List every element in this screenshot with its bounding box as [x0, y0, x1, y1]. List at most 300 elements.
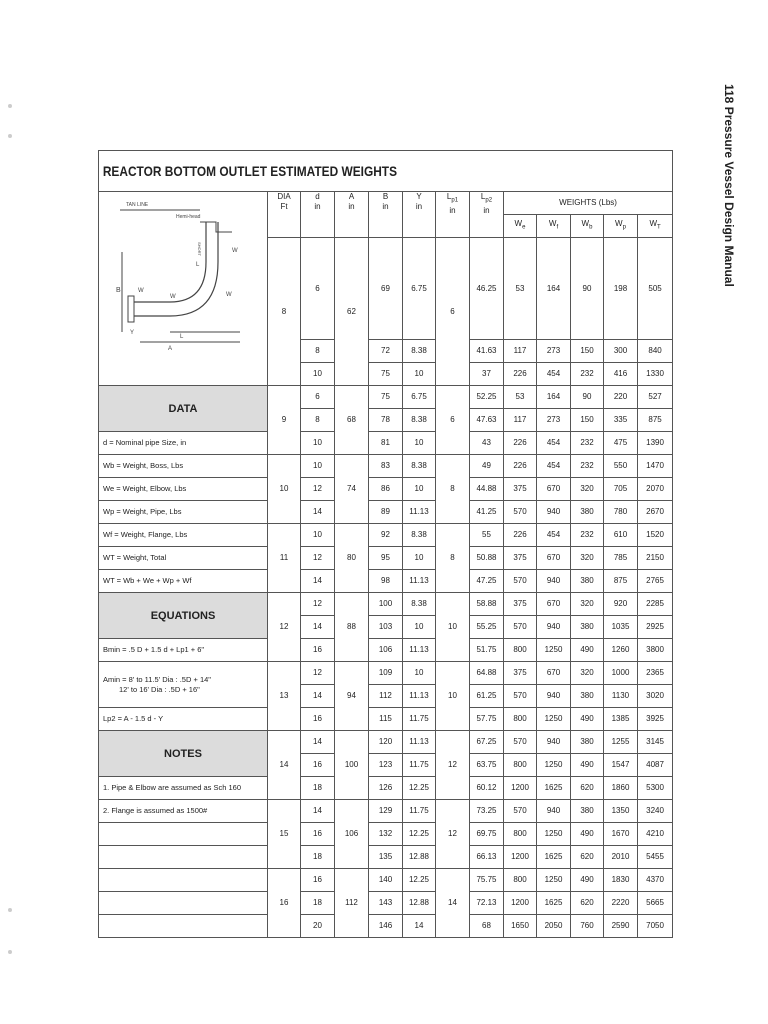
cell-y: 8.38: [403, 524, 436, 547]
table-row: [99, 800, 673, 823]
cell-lp2: 43: [470, 432, 504, 455]
cell-we: 226: [504, 524, 537, 547]
header-wb: $W_b$: [571, 215, 604, 238]
cell-b: 92: [369, 524, 403, 547]
table-row: [99, 823, 673, 846]
outlet-diagram: [99, 192, 268, 386]
header-b: B in: [369, 192, 403, 238]
cell-wt: 5300: [638, 777, 673, 800]
cell-wb: 320: [571, 593, 604, 616]
cell-d: 18: [301, 846, 335, 869]
cell-wt: 2150: [638, 547, 673, 570]
cell-lp1: 8: [436, 455, 470, 524]
cell-lp1: 12: [436, 800, 470, 869]
cell-wt: 3020: [638, 685, 673, 708]
cell-we: 570: [504, 570, 537, 593]
cell-wb: 380: [571, 616, 604, 639]
cell-b: 75: [369, 363, 403, 386]
cell-b: 112: [369, 685, 403, 708]
cell-d: 18: [301, 892, 335, 915]
cell-wf: 1250: [537, 754, 571, 777]
cell-d: 16: [301, 823, 335, 846]
cell-wp: 300: [604, 340, 638, 363]
cell-we: 570: [504, 731, 537, 754]
table-row: [99, 593, 673, 616]
table-row: [99, 777, 673, 800]
cell-wt: 527: [638, 386, 673, 409]
cell-wf: 273: [537, 340, 571, 363]
cell-b: 106: [369, 639, 403, 662]
hemi-head-label: Hemi-head: [176, 214, 201, 220]
header-d: d in: [301, 192, 335, 238]
cell-wp: 1035: [604, 616, 638, 639]
weights-table: [98, 150, 673, 938]
cell-lp2: 46.25: [470, 238, 504, 340]
cell-a: 106: [335, 800, 369, 869]
cell-wt: 3800: [638, 639, 673, 662]
table-row: [99, 547, 673, 570]
cell-a: 94: [335, 662, 369, 731]
short-label: SHORT: [197, 242, 202, 256]
cell-d: 12: [301, 547, 335, 570]
cell-d: 14: [301, 570, 335, 593]
cell-b: 146: [369, 915, 403, 938]
cell-wf: 1250: [537, 869, 571, 892]
cell-b: 95: [369, 547, 403, 570]
tan-line-label: TAN LINE: [126, 202, 149, 208]
cell-lp2: 72.13: [470, 892, 504, 915]
cell-wf: 1250: [537, 708, 571, 731]
wb-label: W: [232, 248, 238, 254]
cell-wp: 1860: [604, 777, 638, 800]
cell-lp1: 6: [436, 386, 470, 455]
blank-cell: [99, 869, 268, 892]
cell-we: 375: [504, 478, 537, 501]
notes-heading: NOTES: [99, 731, 268, 777]
table-row: [99, 639, 673, 662]
lp2-label: L: [180, 334, 184, 340]
cell-b: 78: [369, 409, 403, 432]
cell-wf: 2050: [537, 915, 571, 938]
cell-d: 10: [301, 432, 335, 455]
cell-wt: 4210: [638, 823, 673, 846]
cell-we: 570: [504, 501, 537, 524]
cell-we: 375: [504, 547, 537, 570]
cell-wb: 90: [571, 386, 604, 409]
cell-y: 8.38: [403, 409, 436, 432]
cell-wp: 1547: [604, 754, 638, 777]
cell-wp: 1670: [604, 823, 638, 846]
cell-wb: 620: [571, 777, 604, 800]
cell-dia: 11: [268, 524, 301, 593]
cell-d: 10: [301, 524, 335, 547]
cell-y: 11.75: [403, 754, 436, 777]
cell-lp2: 68: [470, 915, 504, 938]
cell-wb: 320: [571, 547, 604, 570]
cell-wt: 505: [638, 238, 673, 340]
cell-y: 8.38: [403, 455, 436, 478]
cell-wf: 454: [537, 363, 571, 386]
cell-wt: 840: [638, 340, 673, 363]
cell-wt: 2070: [638, 478, 673, 501]
cell-b: 132: [369, 823, 403, 846]
cell-we: 800: [504, 754, 537, 777]
cell-b: 143: [369, 892, 403, 915]
table-row: [99, 478, 673, 501]
cell-dia: 14: [268, 731, 301, 800]
cell-wp: 875: [604, 570, 638, 593]
cell-y: 12.25: [403, 869, 436, 892]
data-line: WT = Wb + We + Wp + Wf: [99, 570, 268, 593]
scan-dot: [8, 908, 12, 912]
cell-we: 570: [504, 685, 537, 708]
cell-y: 6.75: [403, 386, 436, 409]
cell-wb: 320: [571, 662, 604, 685]
cell-wt: 3240: [638, 800, 673, 823]
equation-subline: Amin = 8' to 11.5' Dia : .5D + 14": [103, 674, 211, 684]
cell-wb: 380: [571, 800, 604, 823]
scan-dot: [8, 950, 12, 954]
cell-b: 72: [369, 340, 403, 363]
cell-wf: 1625: [537, 777, 571, 800]
cell-we: 375: [504, 662, 537, 685]
cell-b: 140: [369, 869, 403, 892]
cell-wp: 780: [604, 501, 638, 524]
equation-line: [99, 662, 268, 708]
cell-d: 14: [301, 501, 335, 524]
cell-d: 8: [301, 409, 335, 432]
lp1-label: L: [196, 262, 200, 268]
cell-d: 16: [301, 869, 335, 892]
cell-wf: 273: [537, 409, 571, 432]
cell-wp: 335: [604, 409, 638, 432]
cell-a: 112: [335, 869, 369, 938]
cell-y: 12.25: [403, 823, 436, 846]
cell-wp: 705: [604, 478, 638, 501]
cell-d: 12: [301, 478, 335, 501]
cell-wt: 5665: [638, 892, 673, 915]
cell-we: 226: [504, 432, 537, 455]
header-we: $W_e$: [504, 215, 537, 238]
cell-wb: 380: [571, 501, 604, 524]
cell-wt: 2765: [638, 570, 673, 593]
cell-y: 11.13: [403, 731, 436, 754]
table-row: [99, 570, 673, 593]
cell-y: 10: [403, 363, 436, 386]
cell-wp: 1000: [604, 662, 638, 685]
cell-wt: 3925: [638, 708, 673, 731]
scan-dot: [8, 104, 12, 108]
cell-wb: 150: [571, 340, 604, 363]
cell-lp2: 55.25: [470, 616, 504, 639]
cell-b: 98: [369, 570, 403, 593]
cell-lp2: 47.63: [470, 409, 504, 432]
cell-wb: 232: [571, 524, 604, 547]
cell-dia: 15: [268, 800, 301, 869]
cell-d: 14: [301, 685, 335, 708]
cell-d: 14: [301, 800, 335, 823]
equation-line: Lp2 = A - 1.5 d - Y: [99, 708, 268, 731]
cell-wf: 670: [537, 547, 571, 570]
cell-y: 10: [403, 662, 436, 685]
cell-wb: 760: [571, 915, 604, 938]
cell-d: 12: [301, 593, 335, 616]
cell-b: 69: [369, 238, 403, 340]
cell-b: 81: [369, 432, 403, 455]
cell-y: 11.13: [403, 639, 436, 662]
cell-b: 109: [369, 662, 403, 685]
cell-wf: 940: [537, 731, 571, 754]
cell-d: 6: [301, 386, 335, 409]
cell-d: 20: [301, 915, 335, 938]
cell-y: 10: [403, 547, 436, 570]
cell-dia: 13: [268, 662, 301, 731]
cell-y: 11.75: [403, 800, 436, 823]
table-row: [99, 915, 673, 938]
cell-wb: 490: [571, 708, 604, 731]
cell-y: 6.75: [403, 238, 436, 340]
cell-wf: 670: [537, 478, 571, 501]
cell-y: 10: [403, 478, 436, 501]
cell-wp: 220: [604, 386, 638, 409]
cell-lp2: 44.88: [470, 478, 504, 501]
cell-wt: 7050: [638, 915, 673, 938]
cell-wf: 940: [537, 685, 571, 708]
cell-wp: 610: [604, 524, 638, 547]
cell-wb: 380: [571, 685, 604, 708]
cell-lp2: 60.12: [470, 777, 504, 800]
cell-wb: 380: [571, 731, 604, 754]
cell-y: 12.88: [403, 846, 436, 869]
cell-y: 10: [403, 432, 436, 455]
cell-lp2: 41.63: [470, 340, 504, 363]
cell-wb: 232: [571, 432, 604, 455]
cell-d: 14: [301, 616, 335, 639]
cell-wp: 475: [604, 432, 638, 455]
equation-line: Bmin = .5 D + 1.5 d + Lp1 + 6": [99, 639, 268, 662]
cell-wt: 3145: [638, 731, 673, 754]
cell-b: 86: [369, 478, 403, 501]
header-wf: $W_f$: [537, 215, 571, 238]
cell-lp2: 64.88: [470, 662, 504, 685]
cell-a: 68: [335, 386, 369, 455]
cell-wf: 670: [537, 593, 571, 616]
cell-lp2: 57.75: [470, 708, 504, 731]
cell-we: 1650: [504, 915, 537, 938]
cell-wf: 940: [537, 570, 571, 593]
a-label: A: [168, 346, 173, 352]
cell-wf: 940: [537, 800, 571, 823]
outlet-schematic: [100, 192, 266, 382]
header-lp2: $L_{p2}$ in: [470, 192, 504, 238]
cell-wp: 416: [604, 363, 638, 386]
cell-b: 83: [369, 455, 403, 478]
cell-wf: 1625: [537, 892, 571, 915]
cell-we: 117: [504, 409, 537, 432]
cell-b: 123: [369, 754, 403, 777]
cell-lp2: 67.25: [470, 731, 504, 754]
data-line: WT = Weight, Total: [99, 547, 268, 570]
cell-y: 8.38: [403, 340, 436, 363]
cell-we: 117: [504, 340, 537, 363]
cell-lp2: 55: [470, 524, 504, 547]
cell-wf: 164: [537, 386, 571, 409]
cell-d: 12: [301, 662, 335, 685]
data-heading: DATA: [99, 386, 268, 432]
cell-d: 8: [301, 340, 335, 363]
cell-wp: 1830: [604, 869, 638, 892]
cell-wt: 1520: [638, 524, 673, 547]
cell-wb: 620: [571, 892, 604, 915]
cell-we: 53: [504, 238, 537, 340]
cell-d: 14: [301, 731, 335, 754]
cell-y: 11.75: [403, 708, 436, 731]
cell-b: 115: [369, 708, 403, 731]
cell-dia: 9: [268, 386, 301, 455]
cell-lp2: 37: [470, 363, 504, 386]
cell-wb: 490: [571, 639, 604, 662]
cell-d: 16: [301, 708, 335, 731]
cell-d: 16: [301, 754, 335, 777]
cell-wb: 150: [571, 409, 604, 432]
cell-wf: 1250: [537, 823, 571, 846]
cell-wt: 5455: [638, 846, 673, 869]
cell-we: 1200: [504, 846, 537, 869]
cell-wp: 2590: [604, 915, 638, 938]
cell-lp2: 58.88: [470, 593, 504, 616]
cell-y: 11.13: [403, 685, 436, 708]
cell-wp: 2220: [604, 892, 638, 915]
cell-we: 226: [504, 363, 537, 386]
cell-wp: 198: [604, 238, 638, 340]
table-row: [99, 869, 673, 892]
cell-b: 103: [369, 616, 403, 639]
cell-wp: 1260: [604, 639, 638, 662]
cell-b: 75: [369, 386, 403, 409]
cell-lp1: 12: [436, 731, 470, 800]
cell-wt: 2285: [638, 593, 673, 616]
cell-wb: 620: [571, 846, 604, 869]
cell-lp2: 61.25: [470, 685, 504, 708]
cell-wf: 1625: [537, 846, 571, 869]
cell-wf: 454: [537, 524, 571, 547]
data-line: Wb = Weight, Boss, Lbs: [99, 455, 268, 478]
cell-lp2: 75.75: [470, 869, 504, 892]
we-label: W: [226, 292, 232, 298]
cell-b: 135: [369, 846, 403, 869]
table-row: [99, 432, 673, 455]
wp-label: W: [170, 294, 176, 300]
table-row: [99, 455, 673, 478]
cell-wt: 2925: [638, 616, 673, 639]
header-wt: $W_T$: [638, 215, 673, 238]
cell-wt: 1390: [638, 432, 673, 455]
cell-lp1: 14: [436, 869, 470, 938]
table-row: [99, 501, 673, 524]
table-row: [99, 524, 673, 547]
cell-wp: 920: [604, 593, 638, 616]
wf-label: W: [138, 288, 144, 294]
blank-cell: [99, 915, 268, 938]
cell-lp2: 51.75: [470, 639, 504, 662]
cell-a: 74: [335, 455, 369, 524]
cell-wt: 4087: [638, 754, 673, 777]
cell-d: 16: [301, 639, 335, 662]
data-line: We = Weight, Elbow, Lbs: [99, 478, 268, 501]
cell-y: 12.25: [403, 777, 436, 800]
cell-a: 100: [335, 731, 369, 800]
cell-lp2: 47.25: [470, 570, 504, 593]
cell-y: 10: [403, 616, 436, 639]
dim-b-label: B: [116, 287, 121, 294]
cell-y: 11.13: [403, 570, 436, 593]
header-wp: $W_p$: [604, 215, 638, 238]
cell-wp: 550: [604, 455, 638, 478]
cell-wb: 232: [571, 455, 604, 478]
cell-lp2: 49: [470, 455, 504, 478]
cell-lp2: 63.75: [470, 754, 504, 777]
cell-dia: 16: [268, 869, 301, 938]
cell-lp2: 52.25: [470, 386, 504, 409]
table-row: [99, 731, 673, 754]
table-row: [99, 892, 673, 915]
cell-dia: 12: [268, 593, 301, 662]
cell-d: 18: [301, 777, 335, 800]
cell-wb: 380: [571, 570, 604, 593]
cell-we: 1200: [504, 777, 537, 800]
cell-lp2: 73.25: [470, 800, 504, 823]
cell-we: 570: [504, 800, 537, 823]
cell-wp: 1130: [604, 685, 638, 708]
cell-y: 11.13: [403, 501, 436, 524]
table-row: [99, 708, 673, 731]
cell-we: 800: [504, 869, 537, 892]
cell-we: 1200: [504, 892, 537, 915]
blank-cell: [99, 892, 268, 915]
cell-wt: 875: [638, 409, 673, 432]
cell-b: 100: [369, 593, 403, 616]
cell-wt: 1470: [638, 455, 673, 478]
scan-dot: [8, 134, 12, 138]
data-line: Wp = Weight, Pipe, Lbs: [99, 501, 268, 524]
cell-we: 53: [504, 386, 537, 409]
cell-we: 800: [504, 639, 537, 662]
table-title: REACTOR BOTTOM OUTLET ESTIMATED WEIGHTS: [99, 151, 587, 192]
cell-wt: 2670: [638, 501, 673, 524]
cell-wb: 490: [571, 869, 604, 892]
cell-lp2: 41.25: [470, 501, 504, 524]
cell-wf: 940: [537, 501, 571, 524]
cell-lp2: 69.75: [470, 823, 504, 846]
cell-we: 375: [504, 593, 537, 616]
cell-dia: 10: [268, 455, 301, 524]
cell-a: 80: [335, 524, 369, 593]
cell-wt: 1330: [638, 363, 673, 386]
cell-lp1: 8: [436, 524, 470, 593]
blank-cell: [99, 823, 268, 846]
header-y: Y in: [403, 192, 436, 238]
cell-lp1: 6: [436, 238, 470, 386]
cell-lp1: 10: [436, 662, 470, 731]
cell-lp2: 50.88: [470, 547, 504, 570]
cell-d: 6: [301, 238, 335, 340]
cell-b: 126: [369, 777, 403, 800]
equations-heading: EQUATIONS: [99, 593, 268, 639]
table-row: [99, 386, 673, 409]
cell-b: 129: [369, 800, 403, 823]
header-a: A in: [335, 192, 369, 238]
cell-wf: 940: [537, 616, 571, 639]
